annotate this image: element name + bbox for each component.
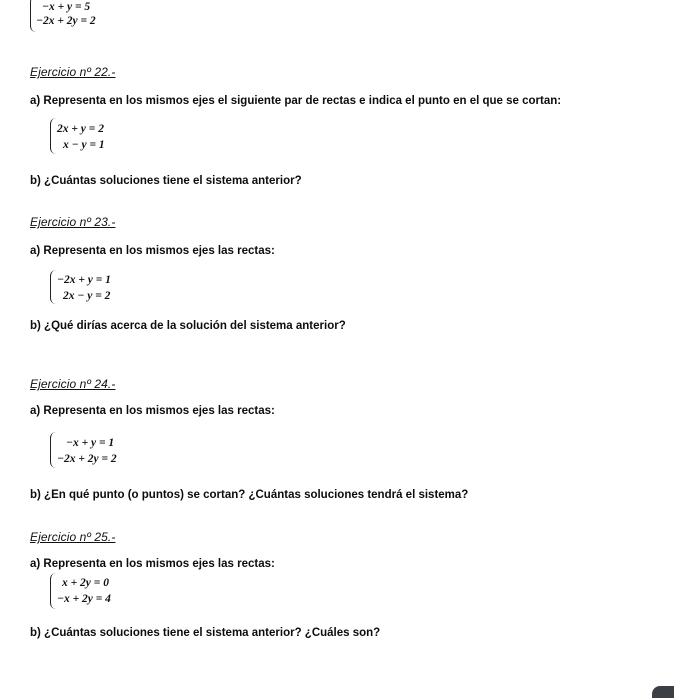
equation-system (50, 432, 170, 468)
equation: −x + 2y = 4 (57, 593, 111, 605)
equation: −x + y = 1 (66, 437, 115, 449)
equation-system (50, 118, 160, 154)
system-brace (50, 270, 57, 304)
corner-tab[interactable] (652, 686, 674, 698)
question-a: a) Representa en los mismos ejes las rectas: (30, 245, 275, 257)
equation: 2x − y = 2 (63, 290, 111, 302)
equation: −2x + y = 1 (57, 274, 111, 286)
equation: 2x + y = 2 (57, 123, 104, 135)
question-b: b) ¿En qué punto (o puntos) se cortan? ¿Cuántas soluciones tendrá el sistema? (30, 489, 469, 501)
system-brace (50, 573, 57, 609)
system-brace (50, 432, 57, 468)
equation-system (50, 573, 160, 609)
question-a: a) Representa en los mismos ejes las rectas: (30, 558, 275, 570)
exercise-title: Ejercicio nº 22.- (30, 65, 116, 79)
equation-system (50, 270, 160, 304)
equation: x + 2y = 0 (62, 577, 109, 589)
question-b: b) ¿Qué dirías acerca de la solución del sistema anterior? (30, 320, 346, 332)
exercise-title: Ejercicio nº 25.- (30, 530, 116, 544)
equation: −x + y = 5 (42, 1, 91, 13)
system-brace (50, 118, 57, 154)
exercise-title: Ejercicio nº 23.- (30, 215, 116, 229)
question-b: b) ¿Cuántas soluciones tiene el sistema anterior? (30, 175, 302, 187)
top-system (30, 0, 150, 32)
question-a: a) Representa en los mismos ejes las rectas: (30, 405, 275, 417)
equation: −2x + 2y = 2 (36, 15, 96, 27)
equation: x − y = 1 (63, 139, 105, 151)
question-b: b) ¿Cuántas soluciones tiene el sistema anterior? ¿Cuáles son? (30, 627, 381, 639)
question-a: a) Representa en los mismos ejes el siguiente par de rectas e indica el punto en el que se cortan: (30, 95, 562, 107)
exercise-title: Ejercicio nº 24.- (30, 377, 116, 391)
equation: −2x + 2y = 2 (57, 453, 117, 465)
